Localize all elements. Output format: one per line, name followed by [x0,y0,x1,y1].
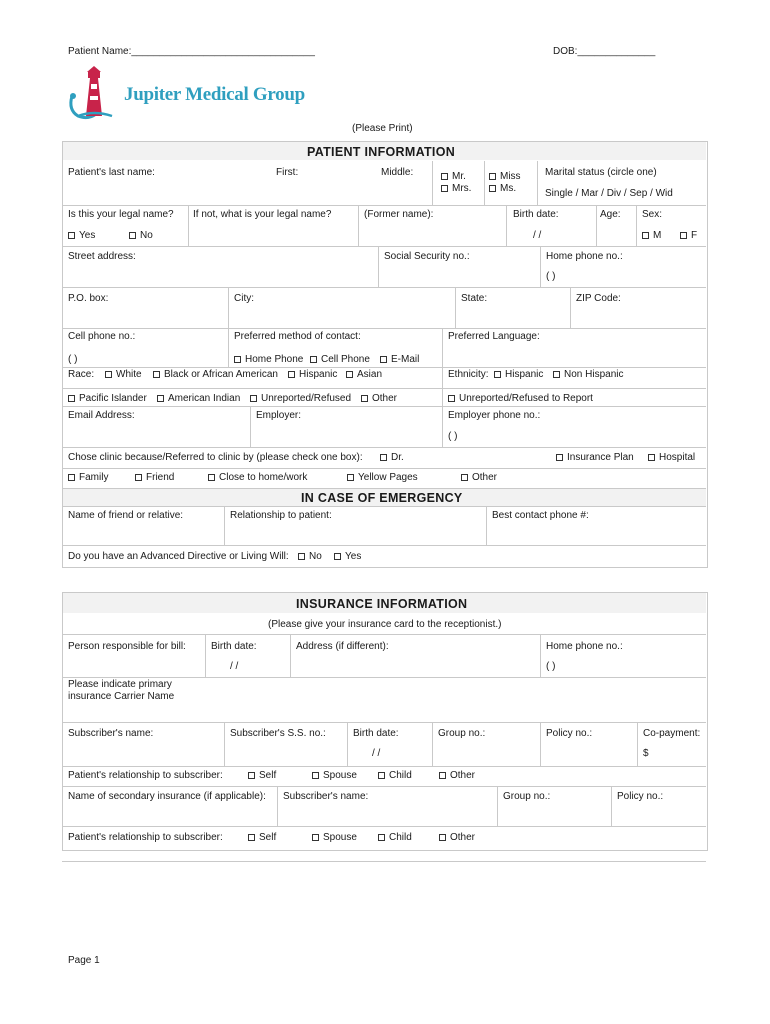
checkbox-icon [347,474,354,481]
insurance-home-phone-label: Home phone no.: [546,641,623,652]
checkbox-icon [153,371,160,378]
best-contact-label: Best contact phone #: [492,510,589,521]
checkbox-icon [346,371,353,378]
checkbox-icon [380,356,387,363]
zip-label: ZIP Code: [576,293,621,304]
secondary-group-label: Group no.: [503,791,551,802]
checkbox-icon [489,185,496,192]
secondary-insurance-label: Name of secondary insurance (if applicable): [68,791,266,802]
please-print-note: (Please Print) [352,123,413,134]
checkbox-icon [68,474,75,481]
home-phone-label: Home phone no.: [546,251,623,262]
checkbox-icon [448,395,455,402]
clinic-question: Chose clinic because/Referred to clinic by (please check one box): [68,452,363,463]
employer-label: Employer: [256,410,302,421]
checkbox-icon [312,772,319,779]
checkbox-icon [380,454,387,461]
patient-information-title: PATIENT INFORMATION [307,145,456,159]
clinic-other-option[interactable]: Other [461,472,497,484]
legal-name-yes-option[interactable]: Yes [68,230,95,242]
checkbox-icon [334,553,341,560]
carrier-label-line1: Please indicate primary [68,679,172,690]
checkbox-icon [461,474,468,481]
responsible-label: Person responsible for bill: [68,641,186,652]
responsible-birth-date-label: Birth date: [211,641,257,652]
title-miss-option[interactable]: Miss [489,171,521,183]
sex-label: Sex: [642,209,663,220]
subscriber-birth-date-label: Birth date: [353,728,399,739]
checkbox-icon [361,395,368,402]
legal-name-question: Is this your legal name? [68,209,174,220]
race-white-option[interactable]: White [105,369,142,381]
legal-name-label: If not, what is your legal name? [193,209,332,220]
contact-email-option[interactable]: E-Mail [380,354,419,366]
city-label: City: [234,293,254,304]
checkbox-icon [234,356,241,363]
first-name-label: First: [276,167,299,178]
patient-name-field[interactable]: Patient Name:_________________________________ [68,46,315,57]
checkbox-icon [378,834,385,841]
preferred-language-label: Preferred Language: [448,331,540,342]
checkbox-icon [68,232,75,239]
checkbox-icon [553,371,560,378]
checkbox-icon [129,232,136,239]
checkbox-icon [208,474,215,481]
birth-date-label: Birth date: [513,209,559,220]
checkbox-icon [556,454,563,461]
race-black-option[interactable]: Black or African American [153,369,278,381]
cell-phone-parens[interactable]: ( ) [68,354,78,365]
clinic-family-option[interactable]: Family [68,472,108,484]
clinic-dr-option[interactable]: Dr. [380,452,404,464]
insurance-subtitle: (Please give your insurance card to the receptionist.) [268,619,502,630]
checkbox-icon [248,834,255,841]
checkbox-icon [248,772,255,779]
race-hispanic-option[interactable]: Hispanic [288,369,337,381]
dob-field[interactable]: DOB:______________ [553,46,656,57]
checkbox-icon [680,232,687,239]
relationship-label: Relationship to patient: [230,510,332,521]
ethnicity-hispanic-option[interactable]: Hispanic [494,369,543,381]
checkbox-icon [312,834,319,841]
race-pacific-option[interactable]: Pacific Islander [68,393,147,405]
ethnicity-unreported-option[interactable]: Unreported/Refused to Report [448,393,593,405]
relationship-subscriber-label: Patient's relationship to subscriber: [68,770,223,781]
marital-status-label: Marital status (circle one) [545,167,657,178]
clinic-insurance-option[interactable]: Insurance Plan [556,452,634,464]
lighthouse-logo-icon [64,66,124,126]
street-address-label: Street address: [68,251,136,262]
checkbox-icon [157,395,164,402]
checkbox-icon [298,553,305,560]
rel2-other-option[interactable]: Other [439,832,475,844]
page-number: Page 1 [68,955,100,966]
title-ms-option[interactable]: Ms. [489,183,516,195]
rel-self-option[interactable]: Self [248,770,276,782]
sex-f-option[interactable]: F [680,230,697,242]
directive-question: Do you have an Advanced Directive or Living Will: [68,551,289,562]
subscriber-birth-date-slashes[interactable]: / / [372,748,381,759]
policy-no-label: Policy no.: [546,728,593,739]
checkbox-icon [288,371,295,378]
legal-name-no-option[interactable]: No [129,230,153,242]
carrier-label-line2: insurance Carrier Name [68,691,175,702]
checkbox-icon [250,395,257,402]
former-name-label: (Former name): [364,209,434,220]
contact-cell-option[interactable]: Cell Phone [310,354,370,366]
checkbox-icon [68,395,75,402]
directive-no-option[interactable]: No [298,551,322,563]
subscriber-name-label: Subscriber's name: [68,728,154,739]
marital-status-options[interactable]: Single / Mar / Div / Sep / Wid [545,188,673,199]
last-name-label: Patient's last name: [68,167,155,178]
cell-phone-label: Cell phone no.: [68,331,136,342]
checkbox-icon [439,834,446,841]
race-unreported-option[interactable]: Unreported/Refused [250,393,351,405]
state-label: State: [461,293,488,304]
rel-child-option[interactable]: Child [378,770,412,782]
copay-dollar[interactable]: $ [643,748,649,759]
email-label: Email Address: [68,410,135,421]
preferred-contact-label: Preferred method of contact: [234,331,361,342]
rel-spouse-option[interactable]: Spouse [312,770,357,782]
po-box-label: P.O. box: [68,293,109,304]
rel2-child-option[interactable]: Child [378,832,412,844]
copay-label: Co-payment: [643,728,701,739]
rel2-self-option[interactable]: Self [248,832,276,844]
rel-other-option[interactable]: Other [439,770,475,782]
sex-m-option[interactable]: M [642,230,661,242]
home-phone-parens[interactable]: ( ) [546,271,556,282]
checkbox-icon [441,185,448,192]
employer-phone-parens[interactable]: ( ) [448,431,458,442]
birth-date-slashes[interactable]: / / [533,230,542,241]
secondary-subscriber-label: Subscriber's name: [283,791,369,802]
race-label: Race: [68,369,95,380]
checkbox-icon [648,454,655,461]
title-mr-option[interactable]: Mr. [441,171,466,183]
employer-phone-label: Employer phone no.: [448,410,541,421]
ethnicity-label: Ethnicity: [448,369,489,380]
race-asian-option[interactable]: Asian [346,369,382,381]
rel2-spouse-option[interactable]: Spouse [312,832,357,844]
secondary-policy-label: Policy no.: [617,791,664,802]
contact-home-option[interactable]: Home Phone [234,354,303,366]
address-label: Address (if different): [296,641,389,652]
title-mrs-option[interactable]: Mrs. [441,183,471,195]
race-other-option[interactable]: Other [361,393,397,405]
checkbox-icon [441,173,448,180]
age-label: Age: [600,209,621,220]
middle-name-label: Middle: [381,167,414,178]
directive-yes-option[interactable]: Yes [334,551,361,563]
ethnicity-non-hispanic-option[interactable]: Non Hispanic [553,369,623,381]
checkbox-icon [439,772,446,779]
checkbox-icon [135,474,142,481]
checkbox-icon [489,173,496,180]
race-american-indian-option[interactable]: American Indian [157,393,240,405]
group-no-label: Group no.: [438,728,486,739]
ssn-label: Social Security no.: [384,251,470,262]
clinic-friend-option[interactable]: Friend [135,472,174,484]
emergency-title: IN CASE OF EMERGENCY [301,491,463,505]
checkbox-icon [642,232,649,239]
checkbox-icon [378,772,385,779]
clinic-close-option[interactable]: Close to home/work [208,472,307,484]
checkbox-icon [105,371,112,378]
checkbox-icon [310,356,317,363]
logo-text: Jupiter Medical Group [124,84,305,105]
friend-relative-label: Name of friend or relative: [68,510,184,521]
relationship-subscriber-label-2: Patient's relationship to subscriber: [68,832,223,843]
subscriber-ss-label: Subscriber's S.S. no.: [230,728,326,739]
clinic-hospital-option[interactable]: Hospital [648,452,695,464]
responsible-birth-date-slashes[interactable]: / / [230,661,239,672]
clinic-yellow-pages-option[interactable]: Yellow Pages [347,472,418,484]
insurance-home-phone-parens[interactable]: ( ) [546,661,556,672]
insurance-title: INSURANCE INFORMATION [296,597,468,611]
checkbox-icon [494,371,501,378]
